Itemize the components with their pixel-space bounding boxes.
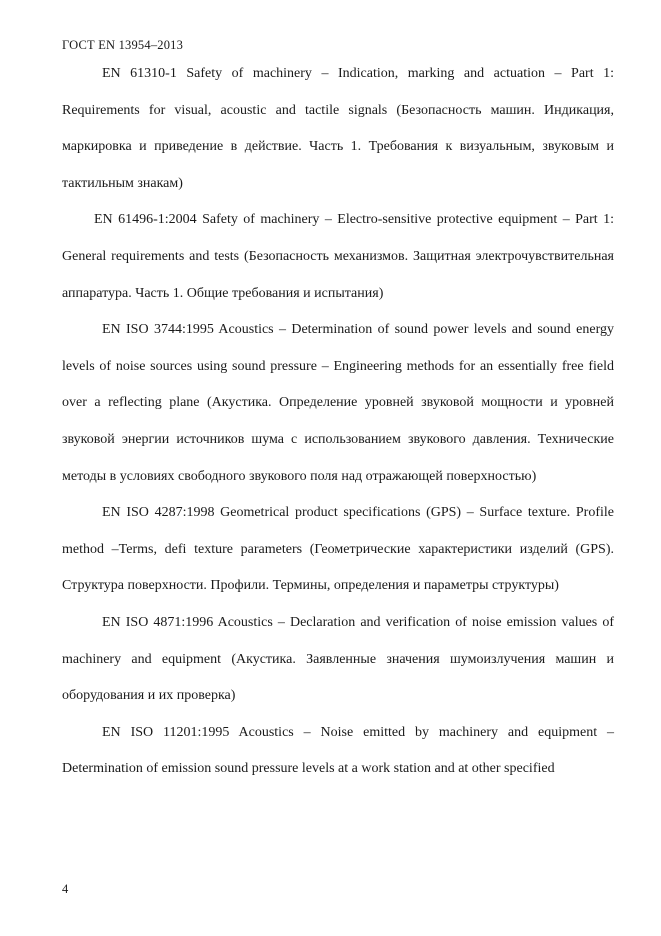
- document-header: [62, 38, 183, 53]
- reference-entry: EN ISO 4287:1998 Geometrical product specifications (GPS) – Surface texture. Profile method –Terms, defi texture parameters (Геометрические характеристики изделий (GPS). Структура поверхности. Профили. Термины, определения и параметры структуры): [62, 505, 614, 594]
- page-number: 4: [62, 882, 69, 896]
- standard-id: ГОСТ EN 13954–2013: [62, 38, 184, 52]
- reference-entry: EN 61496-1:2004 Safety of machinery – Electro-sensitive protective equipment – Part 1: General requirements and tests (Безопасность механизмов. Защитная электрочувствительная аппаратура. Часть 1. Общие требования и испытания): [62, 212, 614, 301]
- reference-entry: EN ISO 11201:1995 Acoustics – Noise emitted by machinery and equipment – Determination of emission sound pressure levels at a work station and at other specified: [62, 724, 614, 777]
- reference-entry: EN ISO 3744:1995 Acoustics – Determination of sound power levels and sound energy levels of noise sources using sound pressure – Engineering methods for an essentially free field over a reflecting plane (Акустика. Определение уровней звуковой мощности и уровней звуковой энергии источников шума с использованием звукового давления. Технические методы в условиях свободного звукового поля над отражающей поверхностью): [62, 322, 614, 484]
- reference-list: [62, 56, 614, 788]
- reference-entry: EN 61310-1 Safety of machinery – Indication, marking and actuation – Part 1: Requirements for visual, acoustic and tactile signals (Безопасность машин. Индикация, маркировка и приведение в действие. Часть 1. Требования к визуальным, звуковым и тактильным знакам): [62, 66, 614, 191]
- reference-entry: EN ISO 4871:1996 Acoustics – Declaration and verification of noise emission values of machinery and equipment (Акустика. Заявленные значения шумоизлучения машин и оборудования и их проверка): [62, 614, 614, 704]
